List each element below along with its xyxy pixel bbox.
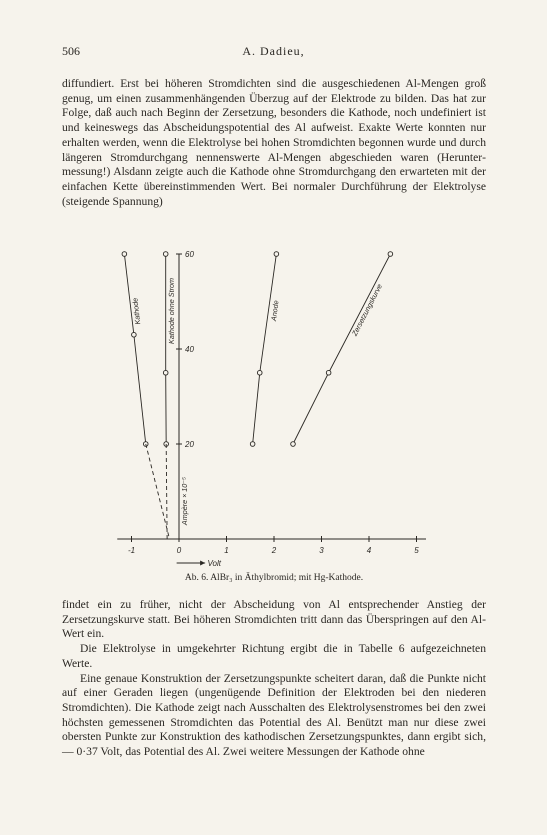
data-point — [122, 252, 127, 257]
data-point — [132, 332, 137, 337]
curve-label: Anode — [269, 299, 281, 322]
page-header — [62, 44, 485, 60]
figure-caption: Ab. 6. AlBr₃ in Äthylbromid; mit Hg-Kathode. — [184, 573, 364, 583]
running-title: A. Dadieu, — [242, 44, 305, 58]
series-line — [166, 444, 167, 539]
data-point — [163, 370, 168, 375]
body-text-top — [62, 77, 486, 209]
y-axis-label: Ampère × 10⁻⁵ — [180, 476, 189, 526]
data-point — [163, 252, 168, 257]
x-tick-label: 5 — [414, 546, 419, 555]
x-axis-label: Volt — [207, 559, 221, 568]
x-tick-label: 3 — [319, 546, 324, 555]
paragraph: Die Elektrolyse in umgekehrter Richtung ergibt die in Tabelle 6 aufgezeichneten Werte. — [62, 642, 486, 670]
paragraph: Eine genaue Konstruktion der Zersetzungspunkte scheitert daran, daß die Punkte nicht auf einer Geraden liegen (ungenügende Definition der Elektroden bei den niederen Stromdichten). Die Kathode zeigt nach Ausschalten des Elektrolysenstromes bei den zwei höchsten gemessenen Stromdichten das Potential des Al. Benützt man nur diese zwei obersten Punkte zur Konstruktion des kathodischen Zersetzungspunktes, dann ergibt sich, — 0·37 Volt, das Potential des Al. Zwei weitere Messungen der Kathode ohne — [62, 671, 486, 759]
x-tick-label: 1 — [224, 546, 229, 555]
paragraph: findet ein zu früher, nicht der Abscheidung von Al entsprechender Anstieg der Zersetzungskurve statt. Bei höheren Stromdichten tritt dann das Überspringen auf den Al-Wert ein. — [62, 598, 486, 641]
page-number: 506 — [62, 44, 80, 58]
data-point — [257, 370, 262, 375]
curve-label: Kathode — [130, 297, 143, 326]
curve-label: Kathode ohne Strom — [166, 278, 176, 344]
data-point — [274, 252, 279, 257]
x-tick-label: 4 — [366, 546, 372, 555]
x-tick-label: -1 — [127, 546, 136, 555]
y-tick-label: 60 — [185, 250, 194, 259]
decomposition-chart — [105, 250, 450, 568]
figure — [105, 250, 450, 568]
y-tick-label: 20 — [185, 440, 194, 449]
data-point — [388, 252, 393, 257]
data-point — [326, 370, 331, 375]
series-line — [253, 254, 277, 444]
data-point — [250, 442, 255, 447]
x-tick-label: 0 — [176, 546, 182, 555]
curve-label: Zersetzungskurve — [349, 282, 384, 338]
y-tick-label: 40 — [185, 345, 194, 354]
series-line — [124, 254, 145, 444]
body-text-bottom — [62, 598, 486, 760]
x-tick-label: 2 — [271, 546, 277, 555]
data-point — [291, 442, 296, 447]
x-axis-arrowhead — [200, 561, 205, 566]
paragraph: diffundiert. Erst bei höheren Stromdichten sind die ausgeschiedenen Al-Mengen groß genug, um einen zusammenhängenden Überzug auf der Elektrode zu bilden. Das hat zur Folge, daß auch nach Beginn der Zersetzung, besonders die Kathode, noch undefiniert ist und keineswegs das Abscheidungspotential des Al aufweist. Exakte Werte konnten nur erhalten werden, wenn die Elektrolyse bei hohen Stromdichten begonnen wurde und durch längeren Stromdurchgang nennenswerte Al-Mengen abgeschieden waren (Heruntermessung!) Alsdann zeigte auch die Kathode ohne Stromdurchgang den erwarteten mit der einfachen Kette übereinstimmenden Wert. Bei normaler Durchführung der Elektrolyse (steigende Spannung) — [62, 77, 486, 208]
